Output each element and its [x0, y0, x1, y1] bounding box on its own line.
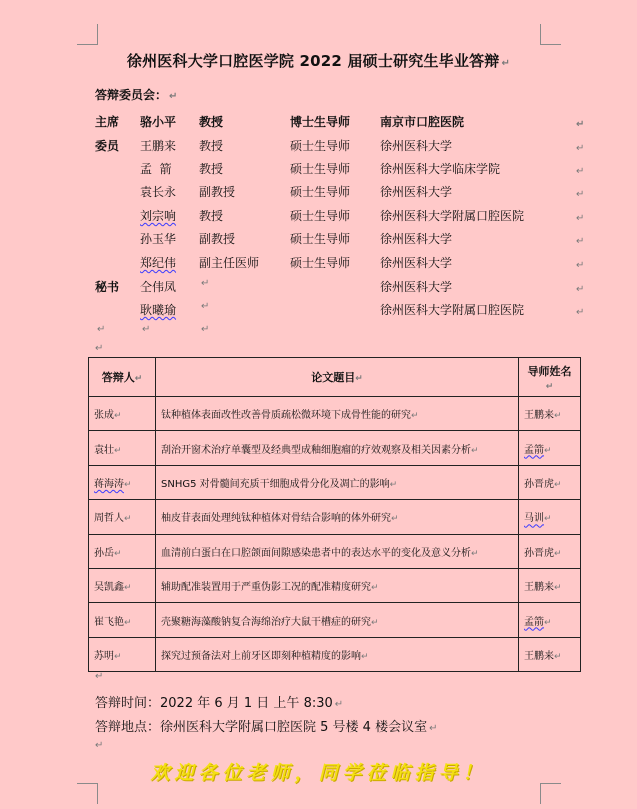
place-value: 徐州医科大学附属口腔医院 5 号楼 4 楼会议室: [160, 720, 428, 735]
committee-row: [0, 230, 637, 250]
thesis-topic: 刮治开窗术治疗单囊型及经典型成釉细胞瘤的疗效观察及相关因素分析↵: [156, 431, 519, 465]
committee-institution: 徐州医科大学附属口腔医院: [380, 303, 525, 317]
committee-advisor-type: 硕士生导师: [290, 256, 351, 270]
table-row: [89, 568, 581, 602]
committee-name: 骆小平: [140, 115, 177, 129]
thesis-topic: SNHG5 对骨髓间充质干细胞成骨分化及凋亡的影响↵: [156, 465, 519, 499]
committee-row: [0, 160, 637, 180]
header-topic: 论文题目↵: [156, 358, 519, 397]
committee-title: 副教授: [199, 232, 236, 246]
committee-role: 主席: [95, 115, 120, 129]
committee-row: [0, 113, 637, 133]
committee-name: 郑纪伟: [140, 256, 177, 270]
page-corner-bottom-left: [77, 783, 98, 804]
advisor-name: 王鹏来↵: [519, 397, 581, 431]
row-end-mark: ↵: [576, 213, 585, 224]
committee-title: 教授: [199, 115, 224, 129]
advisor-name: 孙晋虎↵: [519, 465, 581, 499]
thesis-topic: 钛种植体表面改性改善骨质疏松微环境下成骨性能的研究↵: [156, 397, 519, 431]
student-name: 张成↵: [89, 397, 156, 431]
empty-cell-mark: ↵: [201, 324, 210, 335]
thesis-topic: 探究过预备法对上前牙区即刻种植精度的影响↵: [156, 637, 519, 671]
committee-advisor-type: 硕士生导师: [290, 232, 351, 246]
table-row: [89, 431, 581, 465]
committee-row: [0, 183, 637, 203]
row-end-mark: ↵: [576, 236, 585, 247]
table-header-row: [89, 358, 581, 397]
document-title: 徐州医科大学口腔医学院 2022 届硕士研究生毕业答辩 ↵: [126, 52, 511, 70]
page-corner-top-left: [77, 24, 98, 45]
empty-cell-mark: ↵: [201, 278, 210, 289]
paragraph-mark: ↵: [95, 671, 104, 682]
advisor-name: 孟箭↵: [519, 603, 581, 637]
committee-institution: 南京市口腔医院: [380, 115, 465, 129]
committee-row: [0, 207, 637, 227]
page-corner-top-right: [540, 24, 561, 45]
committee-institution: 徐州医科大学: [380, 280, 453, 294]
page-corner-bottom-right: [540, 783, 561, 804]
thesis-topic: 壳聚糖海藻酸钠复合海绵治疗大鼠干槽症的研究↵: [156, 603, 519, 637]
committee-advisor-type: 硕士生导师: [290, 162, 351, 176]
committee-row: [0, 278, 637, 298]
paragraph-mark: ↵: [95, 740, 104, 751]
time-label: 答辩时间：: [95, 696, 161, 711]
thesis-topic: 柚皮苷表面处理纯钛种植体对骨结合影响的体外研究↵: [156, 500, 519, 534]
committee-institution: 徐州医科大学: [380, 185, 453, 199]
row-end-mark: ↵: [576, 284, 585, 295]
committee-role: 秘书: [95, 280, 120, 294]
table-row: [89, 465, 581, 499]
committee-advisor-type: 硕士生导师: [290, 209, 351, 223]
row-end-mark: ↵: [576, 143, 585, 154]
empty-cell-mark: ↵: [142, 324, 151, 335]
welcome-banner: 欢迎各位老师，同学莅临指导！: [150, 762, 487, 784]
student-name: 苏明↵: [89, 637, 156, 671]
committee-heading: 答辩委员会： ↵: [95, 88, 178, 102]
committee-institution: 徐州医科大学临床学院: [380, 162, 501, 176]
committee-row-empty: [0, 324, 637, 344]
table-row: [89, 603, 581, 637]
advisor-name: 马训↵: [519, 500, 581, 534]
committee-title: 教授: [199, 209, 224, 223]
advisor-name: 孟箭↵: [519, 431, 581, 465]
row-end-mark: ↵: [576, 307, 585, 318]
student-name: 崔飞艳↵: [89, 603, 156, 637]
time-value: 2022 年 6 月 1 日 上午 8:30: [160, 696, 333, 711]
student-name: 周哲人↵: [89, 500, 156, 534]
header-student: 答辩人↵: [89, 358, 156, 397]
committee-name: 孙玉华: [140, 232, 177, 246]
thesis-topic: 辅助配准装置用于严重伪影工况的配准精度研究↵: [156, 568, 519, 602]
committee-name: 刘宗响: [140, 209, 177, 223]
committee-name: 王鹏来: [140, 139, 177, 153]
committee-row: [0, 254, 637, 274]
committee-institution: 徐州医科大学: [380, 139, 453, 153]
student-name: 吴凯鑫↵: [89, 568, 156, 602]
thesis-topic: 血清前白蛋白在口腔颌面间隙感染患者中的表达水平的变化及意义分析↵: [156, 534, 519, 568]
committee-name: 仝伟凤: [140, 280, 177, 294]
committee-name: 孟 箭: [140, 162, 172, 176]
committee-institution: 徐州医科大学: [380, 232, 453, 246]
committee-title: 教授: [199, 162, 224, 176]
committee-institution: 徐州医科大学附属口腔医院: [380, 209, 525, 223]
committee-advisor-type: 硕士生导师: [290, 185, 351, 199]
defense-place: 答辩地点：徐州医科大学附属口腔医院 5 号楼 4 楼会议室 ↵: [95, 720, 438, 735]
committee-advisor-type: 博士生导师: [290, 115, 351, 129]
row-end-mark: ↵: [576, 119, 585, 130]
advisor-name: 王鹏来↵: [519, 637, 581, 671]
committee-title: 教授: [199, 139, 224, 153]
student-name: 孙岳↵: [89, 534, 156, 568]
table-row: [89, 534, 581, 568]
row-end-mark: ↵: [576, 260, 585, 271]
student-name: 袁壮↵: [89, 431, 156, 465]
committee-institution: 徐州医科大学: [380, 256, 453, 270]
empty-cell-mark: ↵: [97, 324, 106, 335]
advisor-name: 王鹏来↵: [519, 568, 581, 602]
empty-cell-mark: ↵: [201, 301, 210, 312]
defense-time: 答辩时间：2022 年 6 月 1 日 上午 8:30 ↵: [95, 696, 344, 711]
student-name: 蒋海涛↵: [89, 465, 156, 499]
committee-role: 委员: [95, 139, 120, 153]
committee-title: 副教授: [199, 185, 236, 199]
defense-table: [88, 357, 581, 672]
place-label: 答辩地点：: [95, 720, 161, 735]
committee-advisor-type: 硕士生导师: [290, 139, 351, 153]
row-end-mark: ↵: [576, 166, 585, 177]
table-row: [89, 637, 581, 671]
paragraph-mark: ↵: [95, 343, 104, 354]
committee-row: [0, 301, 637, 321]
table-row: [89, 397, 581, 431]
committee-name: 袁长永: [140, 185, 177, 199]
row-end-mark: ↵: [576, 189, 585, 200]
committee-name: 耿曦瑜: [140, 303, 177, 317]
header-advisor: 导师姓名↵: [519, 358, 581, 397]
table-row: [89, 500, 581, 534]
advisor-name: 孙晋虎↵: [519, 534, 581, 568]
committee-title: 副主任医师: [199, 256, 260, 270]
committee-row: [0, 137, 637, 157]
